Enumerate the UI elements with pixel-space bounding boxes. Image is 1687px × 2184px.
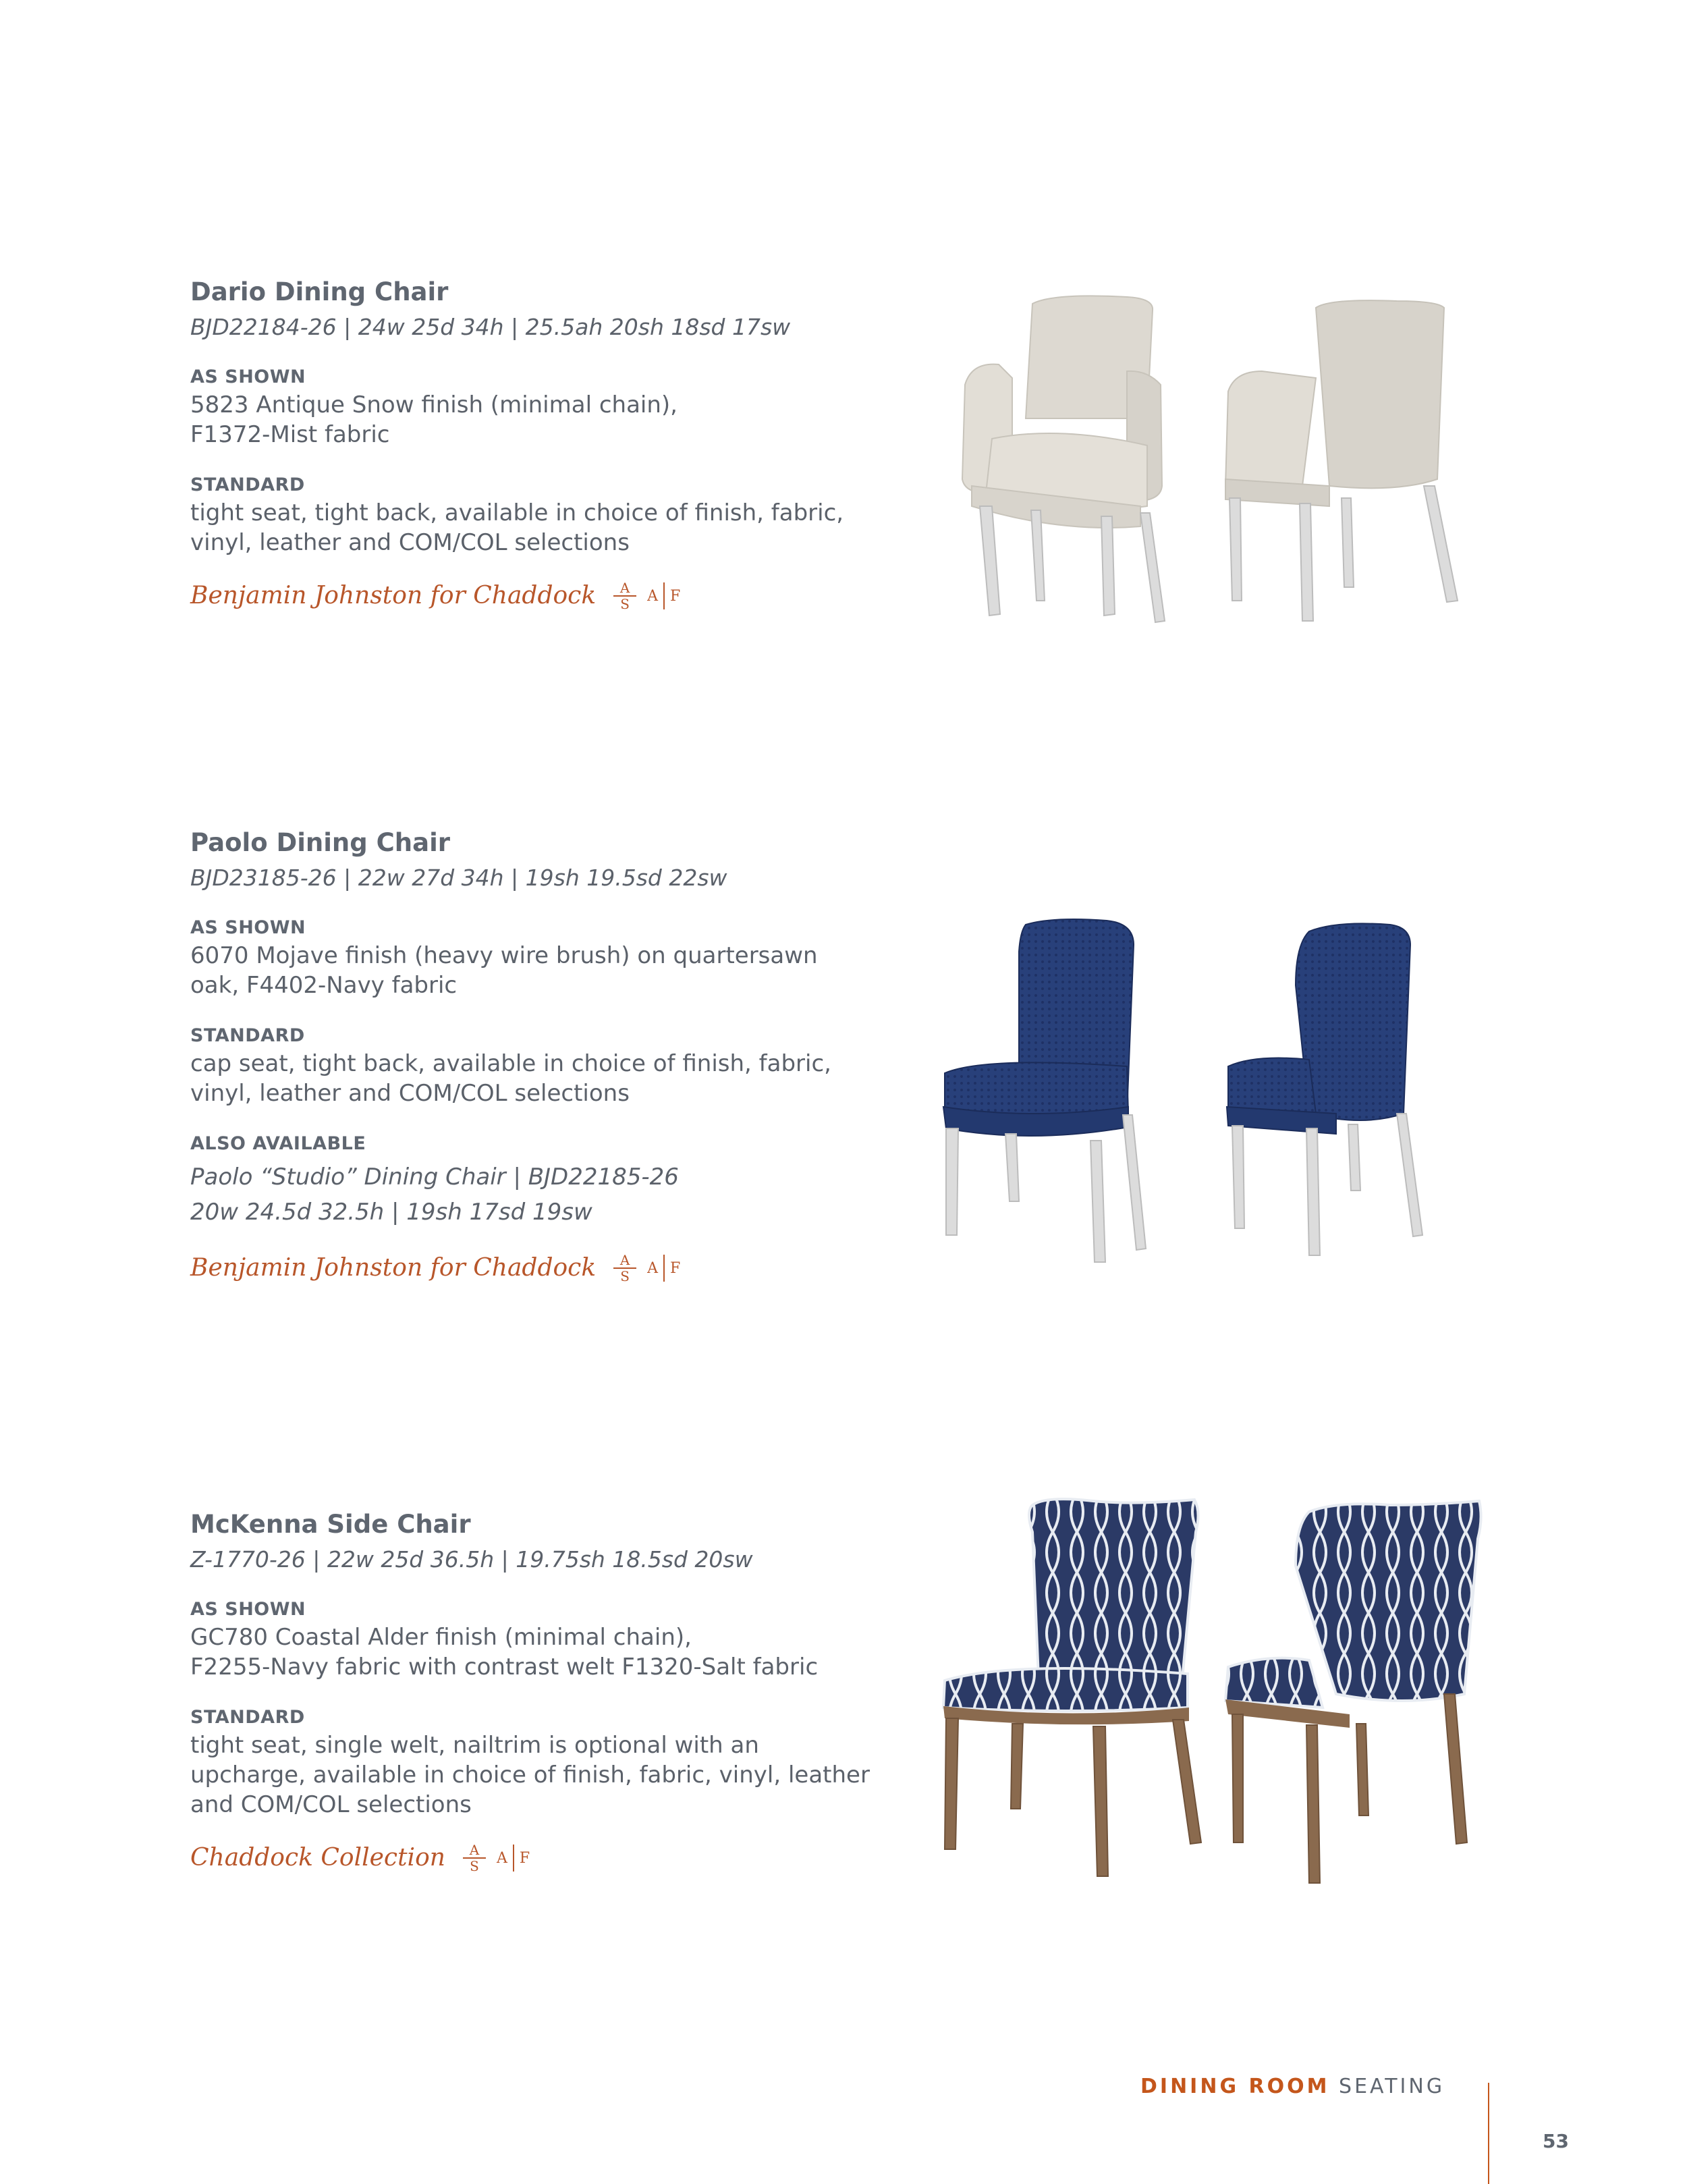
mark-a: A xyxy=(619,580,630,596)
product-spec: BJD22184-26 | 24w 25d 34h | 25.5ah 20sh 18sd 17sw xyxy=(190,314,791,340)
mark-divider xyxy=(663,582,665,609)
dario-chair-front xyxy=(962,296,1162,528)
as-shown-text xyxy=(190,390,906,449)
standard-text xyxy=(190,498,906,557)
product-mckenna xyxy=(190,1509,906,1874)
mark-af-f: F xyxy=(670,587,681,605)
text-line: oak, F4402-Navy fabric xyxy=(190,972,458,999)
text-line: 6070 Mojave finish (heavy wire brush) on quartersawn xyxy=(190,942,818,969)
mark-af-f: F xyxy=(519,1849,530,1867)
text-line: GC780 Coastal Alder finish (minimal chain), xyxy=(190,1624,692,1651)
text-line: vinyl, leather and COM/COL selections xyxy=(190,529,630,556)
product-title: McKenna Side Chair xyxy=(190,1510,471,1539)
text-line: 20w 24.5d 32.5h | 19sh 17sd 19sw xyxy=(190,1199,592,1226)
paolo-chair-back xyxy=(1227,923,1410,1134)
standard-text xyxy=(190,1049,906,1108)
paolo-chair-front xyxy=(943,919,1134,1136)
text-line: F2255-Navy fabric with contrast welt F1320-Salt fabric xyxy=(190,1654,819,1681)
as-af-mark xyxy=(613,580,680,611)
mckenna-chair-back xyxy=(1225,1501,1481,1728)
product-title: Dario Dining Chair xyxy=(190,277,449,306)
text-line: tight seat, single welt, nailtrim is optional with an xyxy=(190,1732,759,1759)
product-paolo xyxy=(190,827,906,1284)
brand-name: Benjamin Johnston for Chaddock xyxy=(190,582,597,609)
af-mark xyxy=(647,582,680,609)
mark-af-f: F xyxy=(670,1259,681,1277)
product-spec: BJD23185-26 | 22w 27d 34h | 19sh 19.5sd 22sw xyxy=(190,865,727,891)
standard-text xyxy=(190,1730,906,1820)
brand-row xyxy=(190,1842,906,1874)
dario-chair-photo xyxy=(924,283,1491,634)
text-line: 5823 Antique Snow finish (minimal chain), xyxy=(190,391,677,418)
text-line: cap seat, tight back, available in choice of finish, fabric, xyxy=(190,1050,831,1077)
section-label xyxy=(1140,2075,1445,2099)
as-shown-label: AS SHOWN xyxy=(190,917,306,938)
standard-label: STANDARD xyxy=(190,1025,305,1046)
section-label-rest: SEATING xyxy=(1339,2075,1445,2098)
mark-divider xyxy=(513,1845,514,1872)
as-shown-label: AS SHOWN xyxy=(190,1599,306,1620)
mark-s: S xyxy=(620,596,630,612)
as-shown-label: AS SHOWN xyxy=(190,366,306,387)
text-line: and COM/COL selections xyxy=(190,1791,472,1818)
as-shown-text xyxy=(190,1622,906,1682)
also-available-label: ALSO AVAILABLE xyxy=(190,1133,366,1154)
paolo-back-legs xyxy=(1232,1114,1422,1255)
text-line: F1372-Mist fabric xyxy=(190,421,390,448)
brand-row xyxy=(190,1253,906,1284)
mark-a: A xyxy=(469,1842,480,1858)
as-fraction xyxy=(613,580,636,611)
mark-s: S xyxy=(470,1858,479,1874)
mckenna-chair-front xyxy=(943,1499,1198,1724)
product-dario xyxy=(190,277,906,611)
text-line: tight seat, tight back, available in choice of finish, fabric, xyxy=(190,499,844,526)
as-af-mark xyxy=(463,1842,530,1874)
text-line: upcharge, available in choice of finish, fabric, vinyl, leather xyxy=(190,1762,870,1789)
as-af-mark xyxy=(613,1253,680,1284)
mark-a: A xyxy=(619,1252,630,1268)
footer-divider xyxy=(1488,2083,1489,2184)
dario-chair-back xyxy=(1225,300,1444,506)
mark-divider xyxy=(663,1255,665,1282)
standard-label: STANDARD xyxy=(190,1707,305,1728)
mark-s: S xyxy=(620,1268,630,1284)
dario-back-legs xyxy=(1229,486,1458,621)
standard-label: STANDARD xyxy=(190,474,305,495)
text-line: Paolo “Studio” Dining Chair | BJD22185-26 xyxy=(190,1164,679,1191)
text-line: vinyl, leather and COM/COL selections xyxy=(190,1080,630,1107)
also-available-text xyxy=(190,1159,906,1230)
brand-name: Benjamin Johnston for Chaddock xyxy=(190,1254,597,1282)
product-spec: Z-1770-26 | 22w 25d 36.5h | 19.75sh 18.5sd 20sw xyxy=(190,1546,753,1573)
mckenna-front-legs xyxy=(945,1718,1201,1876)
brand-row xyxy=(190,580,906,611)
as-shown-text xyxy=(190,941,906,1000)
af-mark xyxy=(497,1845,530,1872)
as-fraction xyxy=(613,1253,636,1284)
paolo-front-legs xyxy=(946,1115,1146,1262)
section-label-accent: DINING ROOM xyxy=(1140,2075,1330,2098)
mark-af-a: A xyxy=(496,1849,507,1867)
as-fraction xyxy=(463,1842,486,1874)
page-number: 53 xyxy=(1543,2130,1569,2152)
mark-af-a: A xyxy=(647,587,659,605)
af-mark xyxy=(647,1255,680,1282)
paolo-chair-photo xyxy=(931,911,1498,1276)
product-title: Paolo Dining Chair xyxy=(190,828,451,857)
mckenna-chair-photo xyxy=(931,1492,1498,1896)
mark-af-a: A xyxy=(647,1259,659,1277)
brand-name: Chaddock Collection xyxy=(190,1844,445,1872)
